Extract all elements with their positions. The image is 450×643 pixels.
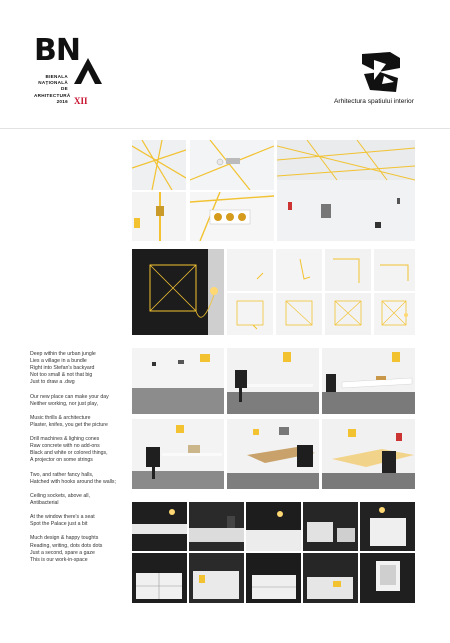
poem-stanza <box>30 415 130 429</box>
poem-line: Antibacterial <box>30 499 59 506</box>
poem-line: Black and white or colored things, <box>30 450 108 457</box>
photo-wall-wide <box>277 140 415 241</box>
photo-white-wall-6 <box>276 293 322 335</box>
poem-line: Not too small & not that big <box>30 372 93 379</box>
photo-night-4 <box>303 502 358 551</box>
photo-white-wall-7 <box>325 293 371 335</box>
photo-shelf-1 <box>132 553 187 603</box>
photo-meeting-table <box>322 419 415 489</box>
poem-stanza <box>30 493 130 507</box>
photo-socket-yellow <box>132 192 186 241</box>
poem-stanza <box>30 472 130 486</box>
poem-line: Ceiling sockets, above all, <box>30 492 90 499</box>
photo-office-empty <box>132 348 224 414</box>
photo-white-wall-2 <box>276 249 322 291</box>
photo-white-wall-4 <box>374 249 415 291</box>
poem-line: At the window there's a seat <box>30 514 95 521</box>
poem-line: Right into Stefan's backyard <box>30 365 95 372</box>
poem-line: Neither working, nor just play, <box>30 400 98 407</box>
bna-a-mark-icon <box>74 58 102 84</box>
poem-line: A projector on some strings <box>30 457 93 464</box>
poem-line: Just a second, spare a gaze <box>30 549 95 556</box>
poem-line: Raw concrete with no add-ons <box>30 443 100 450</box>
bna-logo-meta <box>34 74 71 105</box>
header-divider <box>0 128 450 129</box>
photo-outlets-closeup <box>190 192 274 241</box>
photo-white-wall-8 <box>374 293 415 335</box>
poem-line: Much design & happy toughts <box>30 535 99 542</box>
photo-night-3 <box>246 502 301 551</box>
meta-line: 2016 <box>56 98 68 104</box>
photo-ceiling-strings <box>132 140 186 190</box>
poem-line: Just to draw a .dwg <box>30 379 75 386</box>
meta-line: BIENALA <box>45 74 68 79</box>
poem-line: Reading, writing, dots dots dots <box>30 542 103 549</box>
meta-line: DE <box>61 86 68 92</box>
poem-line: Plaster, knifes, you get the picture <box>30 421 108 428</box>
poem-line: This is our work-in-space <box>30 556 88 563</box>
photo-white-wall-5 <box>227 293 273 335</box>
poem-text <box>30 351 130 571</box>
bna-logo-letters: BN <box>34 33 80 68</box>
photo-office-long-table <box>322 348 415 414</box>
photo-night-1 <box>132 502 187 551</box>
photo-dark-wall-frame <box>132 249 224 335</box>
poem-line: Drill machines & lighing cones <box>30 436 100 443</box>
poem-stanza <box>30 436 130 464</box>
photo-ceiling-bulb <box>190 140 274 190</box>
poem-line: Music thrills & architecture <box>30 414 91 421</box>
poem-line: Lies a village in a bundle <box>30 358 87 365</box>
poem-line: Spot the Palace just a bit <box>30 521 88 528</box>
photo-shelf-3 <box>246 553 301 603</box>
photo-desk-laptop <box>132 419 224 489</box>
meta-line: ARHITECTURĂ <box>34 92 71 98</box>
poem-line: Deep within the urban jungle <box>30 351 96 357</box>
photo-night-5 <box>360 502 415 551</box>
poem-stanza <box>30 394 130 408</box>
photo-white-wall-1 <box>227 249 273 291</box>
meta-line: NAȚIONALĂ <box>38 80 68 86</box>
partner-caption: Arhitectura spatiului interior <box>334 98 414 105</box>
photo-shelf-2 <box>189 553 244 603</box>
partner-logo <box>334 50 424 110</box>
photo-night-2 <box>189 502 244 551</box>
poem-line: Our new place can make your day <box>30 393 109 400</box>
photo-shelf-4 <box>303 553 358 603</box>
poem-stanza <box>30 514 130 528</box>
poem-stanza <box>30 351 130 386</box>
photo-office-chair <box>227 348 319 414</box>
bna-edition: XII <box>74 96 88 106</box>
poem-stanza <box>30 535 130 563</box>
poem-line: Hatched with hooks around the walls; <box>30 478 116 485</box>
bna-logo <box>34 33 104 122</box>
partner-mark-icon <box>360 50 402 94</box>
photo-white-wall-3 <box>325 249 371 291</box>
poem-line: Two, and rather fancy halls, <box>30 471 94 478</box>
photo-shelf-5 <box>360 553 415 603</box>
photo-wooden-desk <box>227 419 319 489</box>
